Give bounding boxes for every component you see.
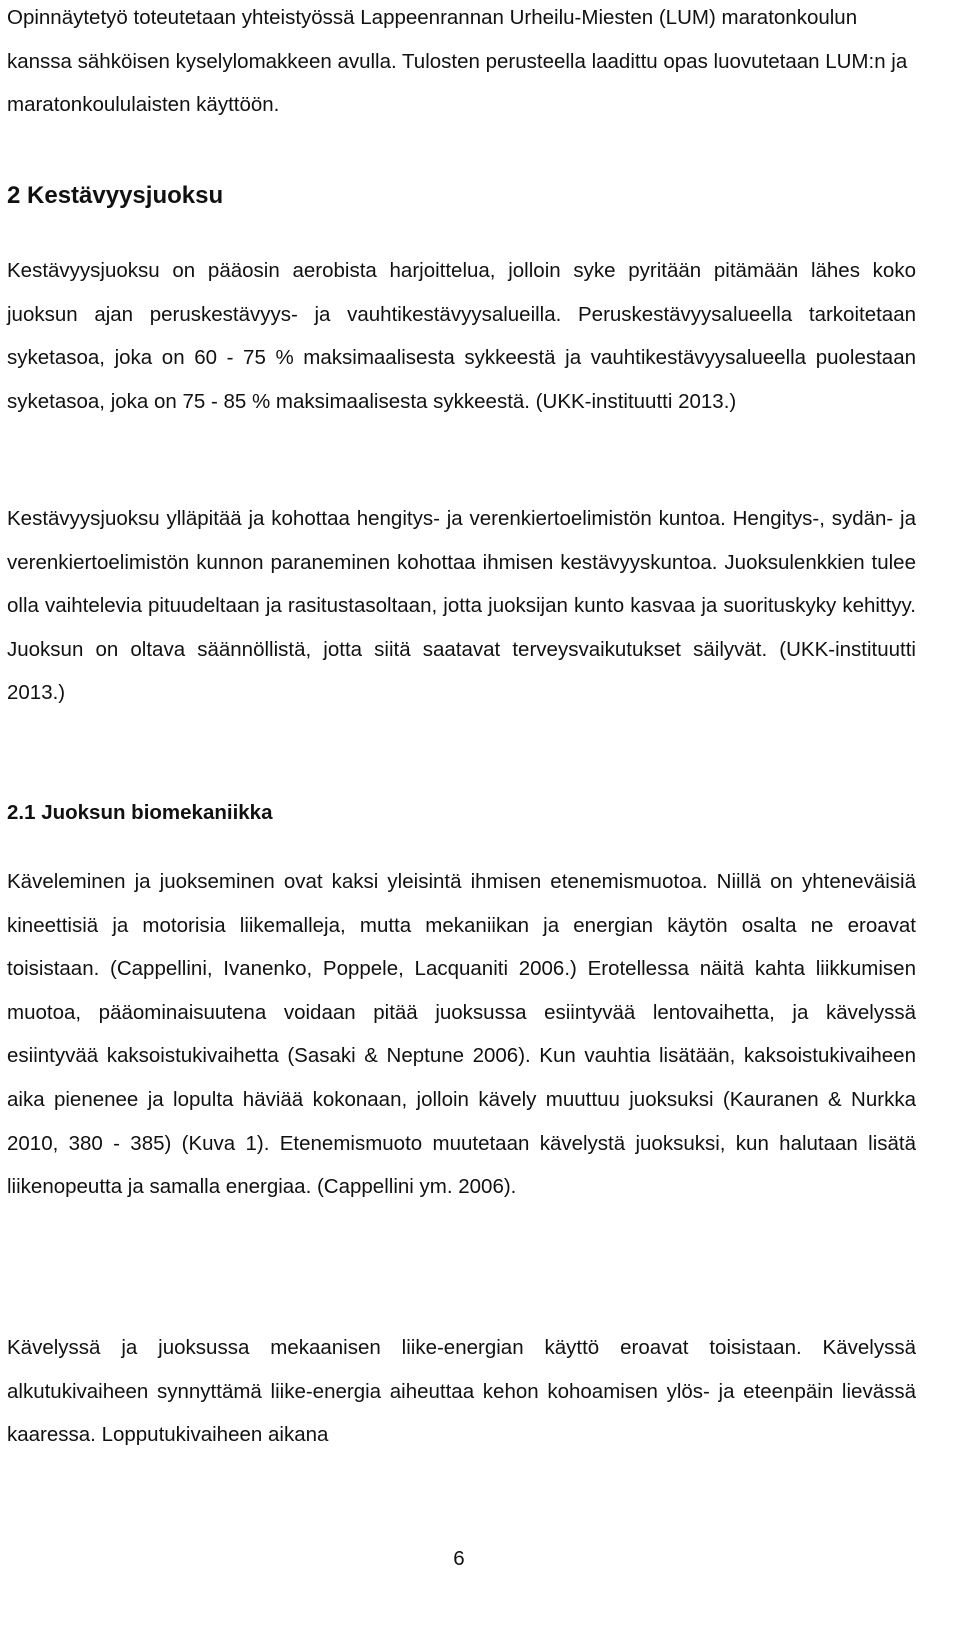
page-number: 6 <box>453 1547 465 1570</box>
section-heading: 2 Kestävyysjuoksu <box>7 182 224 209</box>
subsection-paragraph: Kävelyssä ja juoksussa mekaanisen liike-energian käyttö eroavat toisistaan. Kävelyssä alkutukivaiheen synnyttämä liike-energia aiheuttaa kehon kohoamisen ylös- ja eteenpäin lievässä kaaressa. Lopputukivaiheen aikana <box>7 1336 916 1447</box>
intro-paragraph: Opinnäytetyö toteutetaan yhteistyössä Lappeenrannan Urheilu-Miesten (LUM) maratonkoulun kanssa sähköisen kyselylomakkeen avulla. Tulosten perusteella laadittu opas luovutetaan LUM:n ja maratonkoululaisten käyttöön. <box>7 6 908 117</box>
subsection-paragraph: Käveleminen ja juokseminen ovat kaksi yleisintä ihmisen etenemismuotoa. Niillä on yhteneväisiä kineettisiä ja motorisia liikemalleja, mutta mekaniikan ja energian käytön osalta ne eroavat toisistaan. (Cappellini, Ivanenko, Poppele, Lacquaniti 2006.) Erotellessa näitä kahta liikkumisen muotoa, pääominaisuutena voidaan pitää juoksussa esiintyvää lentovaihetta, ja kävelyssä esiintyvää kaksoistukivaihetta (Sasaki & Neptune 2006). Kun vauhtia lisätään, kaksoistukivaiheen aika pienenee ja lopulta häviää kokonaan, jolloin kävely muuttuu juoksuksi (Kauranen & Nurkka 2010, 380 - 385) (Kuva 1). Etenemismuoto muutetaan kävelystä juoksuksi, kun halutaan lisätä liikenopeutta ja samalla energiaa. (Cappellini ym. 2006). <box>7 870 916 1199</box>
section-paragraph: Kestävyysjuoksu on pääosin aerobista harjoittelua, jolloin syke pyritään pitämään lähes koko juoksun ajan peruskestävyys- ja vauhtikestävyysalueilla. Peruskestävyysalueella tarkoitetaan syketasoa, joka on 60 - 75 % maksimaalisesta sykkeestä ja vauhtikestävyysalueella puolestaan syketasoa, joka on 75 - 85 % maksimaalisesta sykkeestä. (UKK-instituutti 2013.) <box>7 259 916 413</box>
section-paragraph: Kestävyysjuoksu ylläpitää ja kohottaa hengitys- ja verenkiertoelimistön kuntoa. Hengitys-, sydän- ja verenkiertoelimistön kunnon paraneminen kohottaa ihmisen kestävyyskuntoa. Juoksulenkkien tulee olla vaihtelevia pituudeltaan ja rasitustasoltaan, jotta juoksijan kunto kasvaa ja suorituskyky kehittyy. Juoksun on oltava säännöllistä, jotta siitä saatavat terveysvaikutukset säilyvät. (UKK-instituutti 2013.) <box>7 507 916 705</box>
subsection-heading: 2.1 Juoksun biomekaniikka <box>7 801 273 824</box>
